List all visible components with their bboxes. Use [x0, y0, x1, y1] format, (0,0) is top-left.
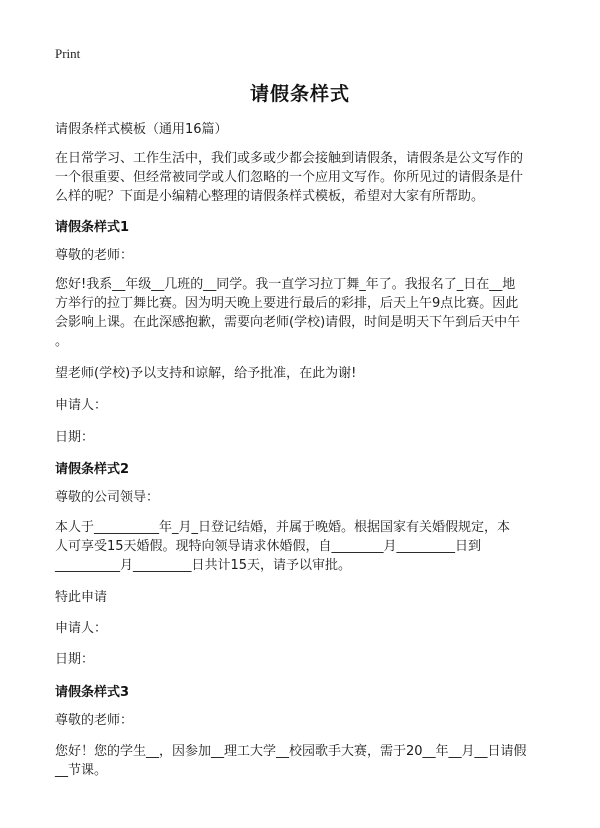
body-line: 。	[55, 334, 69, 349]
closing: 望老师(学校)予以支持和谅解，给予批准，在此为谢!	[55, 366, 357, 381]
letter-body	[55, 275, 551, 351]
date-label: 日期：	[55, 430, 95, 445]
body-line: 方举行的拉丁舞比赛。因为明天晚上要进行最后的彩排，后天上午9点比赛。因此	[55, 296, 519, 311]
body-line: 您好！您的学生__，因参加__理工大学__校园歌手大赛，需于20__年__月__日请假	[55, 744, 527, 759]
body-line: 人可享受15天婚假。现特向领导请求休婚假，自________月_________日到	[55, 539, 482, 554]
section-heading: 请假条样式3	[55, 685, 130, 700]
section-heading: 请假条样式2	[55, 462, 130, 477]
intro-line: 一个很重要、但经常被同学或人们忽略的一个应用文写作。你所见过的请假条是什	[55, 170, 524, 185]
subtitle: 请假条样式模板（通用16篇）	[55, 122, 228, 137]
intro-paragraph	[55, 149, 551, 206]
body-line: 会影响上课。在此深感抱歉，需要向老师(学校)请假，时间是明天下午到后天中午	[55, 315, 521, 330]
body-line: 本人于__________年_月_日登记结婚，并属于晚婚。根据国家有关婚假规定，本	[55, 520, 511, 535]
page-title: 请假条样式	[249, 83, 350, 105]
intro-line: 在日常学习、工作生活中，我们或多或少都会接触到请假条，请假条是公文写作的	[55, 151, 524, 166]
applicant-label: 申请人：	[55, 398, 108, 413]
greeting: 尊敬的老师：	[55, 248, 134, 263]
greeting: 尊敬的公司领导：	[55, 490, 160, 505]
body-line: __________月_________日共计15天，请予以审批。	[55, 558, 352, 573]
applicant-label: 申请人：	[55, 621, 108, 636]
section-heading: 请假条样式1	[55, 220, 130, 235]
date-label: 日期：	[55, 652, 95, 667]
body-line: 您好!我系__年级__几班的__同学。我一直学习拉丁舞_年了。我报名了_日在__地	[55, 277, 516, 292]
print-link[interactable]: Print	[55, 46, 81, 61]
letter-body	[55, 518, 551, 575]
greeting: 尊敬的老师：	[55, 713, 134, 728]
intro-line: 么样的呢？下面是小编精心整理的请假条样式模板，希望对大家有所帮助。	[55, 189, 485, 204]
closing: 特此申请	[55, 590, 108, 605]
body-line: __节课。	[55, 763, 108, 778]
letter-body	[55, 742, 551, 780]
